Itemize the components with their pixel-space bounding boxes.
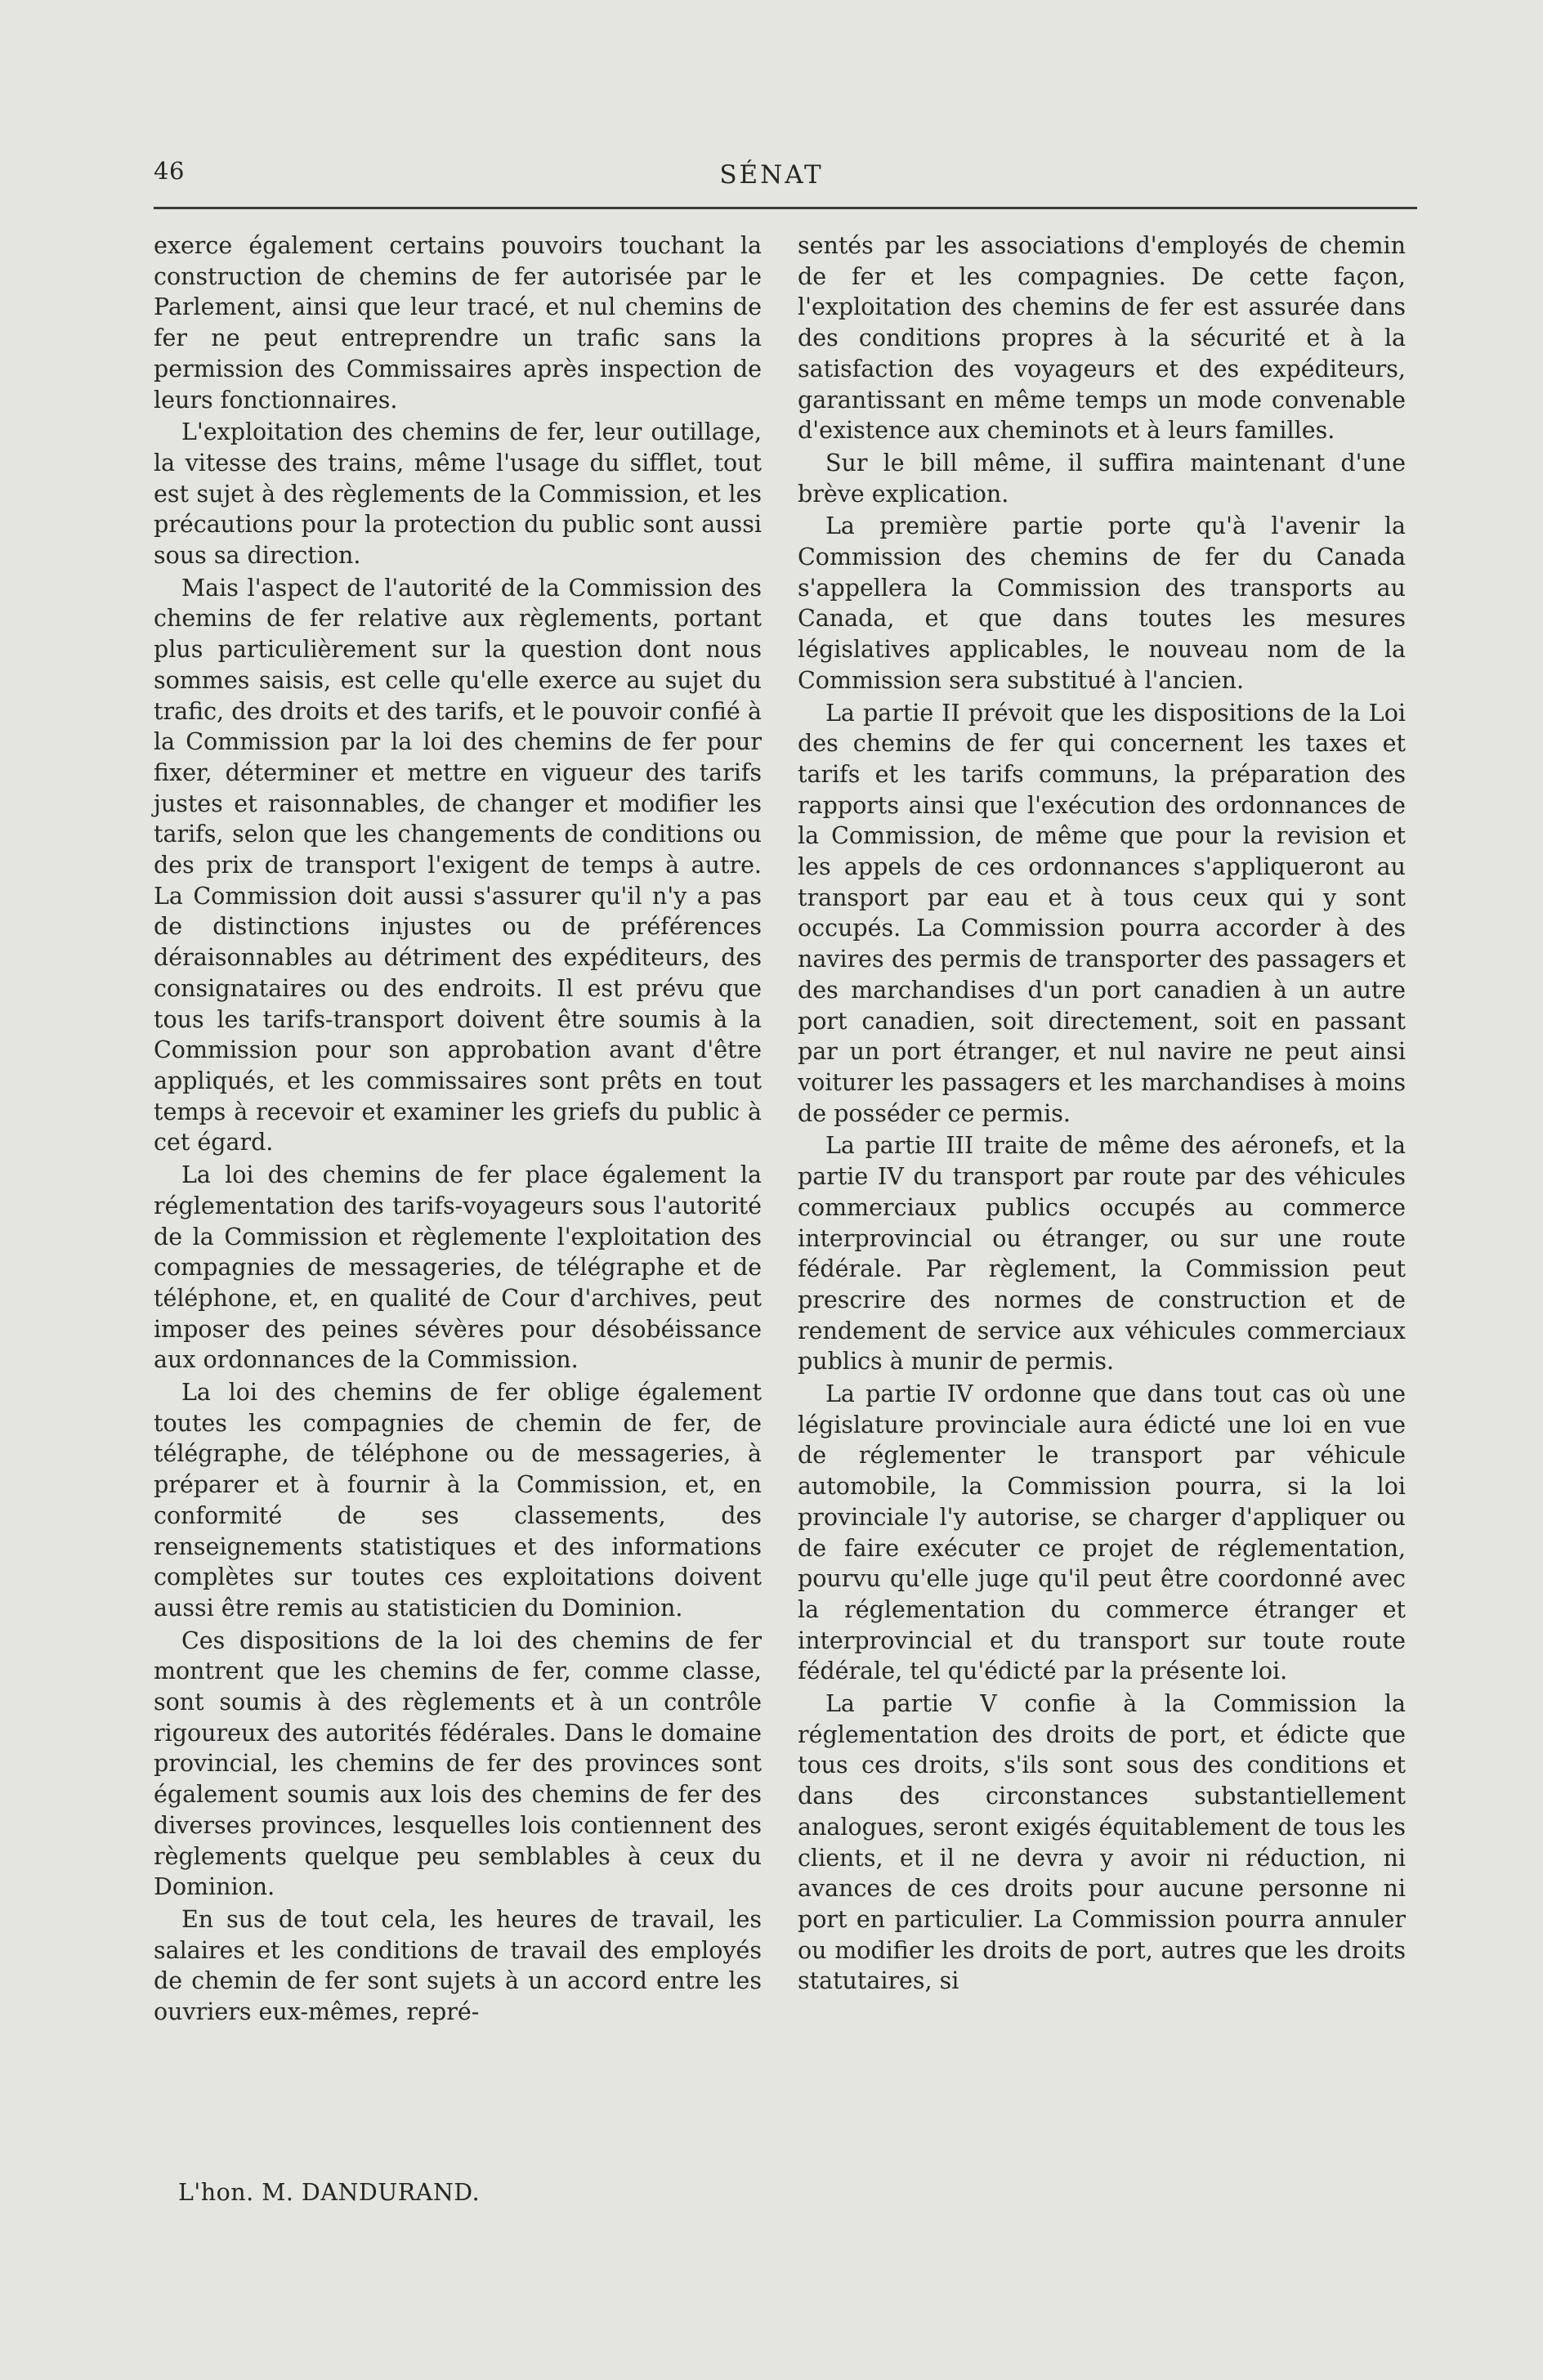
paragraph: Mais l'aspect de l'autorité de la Commission des chemins de fer relative aux règlements, portant plus particulièrement sur la question dont nous sommes saisis, est celle qu'elle exerce au sujet du trafic, des droits et des tarifs, et le pouvoir confié à la Commission par la loi des chemins de fer pour fixer, déterminer et mettre en vigueur des tarifs justes et raisonnables, de changer et modifier les tarifs, selon que les changements de conditions ou des prix de transport l'exigent de temps à autre. La Commission doit aussi s'assurer qu'il n'y a pas de distinctions injustes ou de préférences déraisonnables au détriment des expéditeurs, des consignataires ou des endroits. Il est prévu que tous les tarifs-transport doivent être soumis à la Commission pour son approbation avant d'être appliqués, et les commissaires sont prêts en tout temps à recevoir et examiner les griefs du public à cet égard. <box>154 574 762 1156</box>
paragraph: La loi des chemins de fer oblige également toutes les compagnies de chemin de fer, de télégraphe, de téléphone ou de messageries, à préparer et à fournir à la Commission, et, en conformité de ses classements, des renseignements statistiques et des informations complètes sur toutes ces exploitations doivent aussi être remis au statisticien du Dominion. <box>154 1379 762 1622</box>
paragraph: L'exploitation des chemins de fer, leur outillage, la vitesse des trains, même l'usage du sifflet, tout est sujet à des règlements de la Commission, et les précautions pour la protection du public sont aussi sous sa direction. <box>154 418 762 570</box>
page-number: 46 <box>154 157 185 185</box>
paragraph: La partie III traite de même des aéronefs, et la partie IV du transport par route par des véhicules commerciaux publics occupés au commerce interprovincial ou étranger, ou sur une route fédérale. Par règlement, la Commission peut prescrire des normes de construction et de rendement de service aux véhicules commerciaux publics à munir de permis. <box>798 1132 1406 1376</box>
right-column <box>798 230 1406 1998</box>
paragraph: exerce également certains pouvoirs touchant la construction de chemins de fer autorisée par le Parlement, ainsi que leur tracé, et nul chemins de fer ne peut entreprendre un trafic sans la permission des Commissaires après inspection de leurs fonctionnaires. <box>154 232 762 414</box>
header-rule <box>154 207 1417 209</box>
left-column <box>154 230 762 2029</box>
paragraph: La partie IV ordonne que dans tout cas où une législature provinciale aura édicté une loi en vue de réglementer le transport par véhicule automobile, la Commission pourra, si la loi provinciale l'y autorise, se charger d'appliquer ou de faire exécuter ce projet de réglementation, pourvu qu'elle juge qu'il peut être coordonné avec la réglementation du commerce étranger et interprovincial et du transport sur toute route fédérale, tel qu'édicté par la présente loi. <box>798 1380 1406 1685</box>
paragraph: La partie II prévoit que les dispositions de la Loi des chemins de fer qui concernent les taxes et tarifs et les tarifs communs, la préparation des rapports ainsi que l'exécution des ordonnances de la Commission, de même que pour la revision et les appels de ces ordonnances s'appliqueront au transport par eau et à tous ceux qui y sont occupés. La Commission pourra accorder à des navires des permis de transporter des passagers et des marchandises d'un port canadien à un autre port canadien, soit directement, soit en passant par un port étranger, et nul navire ne peut ainsi voiturer les passagers et les marchandises à moins de posséder ce permis. <box>798 699 1406 1127</box>
paragraph: La première partie porte qu'à l'avenir la Commission des chemins de fer du Canada s'appellera la Commission des transports au Canada, et que dans toutes les mesures législatives applicables, le nouveau nom de la Commission sera substitué à l'ancien. <box>798 512 1406 694</box>
paragraph: La loi des chemins de fer place également la réglementation des tarifs-voyageurs sous l'autorité de la Commission et règlemente l'exploitation des compagnies de messageries, de télégraphe et de téléphone, et, en qualité de Cour d'archives, peut imposer des peines sévères pour désobéissance aux ordonnances de la Commission. <box>154 1161 762 1374</box>
paragraph: Sur le bill même, il suffira maintenant d'une brève explication. <box>798 449 1406 508</box>
paragraph: Ces dispositions de la loi des chemins de fer montrent que les chemins de fer, comme classe, sont soumis à des règlements et à un contrôle rigoureux des autorités fédérales. Dans le domaine provincial, les chemins de fer des provinces sont également soumis aux lois des chemins de fer des diverses provinces, lesquelles lois contiennent des règlements quelque peu semblables à ceux du Dominion. <box>154 1626 762 1901</box>
paragraph: La partie V confie à la Commission la réglementation des droits de port, et édicte que tous ces droits, s'ils sont sous des conditions et dans des circonstances substantiellement analogues, seront exigés équitablement de tous les clients, et il ne devra y avoir ni réduction, ni avances de ces droits pour aucune personne ni port en particulier. La Commission pourra annuler ou modifier les droits de port, autres que les droits statutaires, si <box>798 1690 1406 1995</box>
paragraph: sentés par les associations d'employés de chemin de fer et les compagnies. De cette façon, l'exploitation des chemins de fer est assurée dans des conditions propres à la sécurité et à la satisfaction des voyageurs et des expéditeurs, garantissant en même temps un mode convenable d'existence aux cheminots et à leurs familles. <box>798 232 1406 445</box>
running-head: SÉNAT <box>719 160 824 190</box>
speaker-footer: L'hon. M. DANDURAND. <box>178 2179 481 2206</box>
paragraph: En sus de tout cela, les heures de travail, les salaires et les conditions de travail des employés de chemin de fer sont sujets à un accord entre les ouvriers eux-mêmes, repré- <box>154 1905 762 2026</box>
